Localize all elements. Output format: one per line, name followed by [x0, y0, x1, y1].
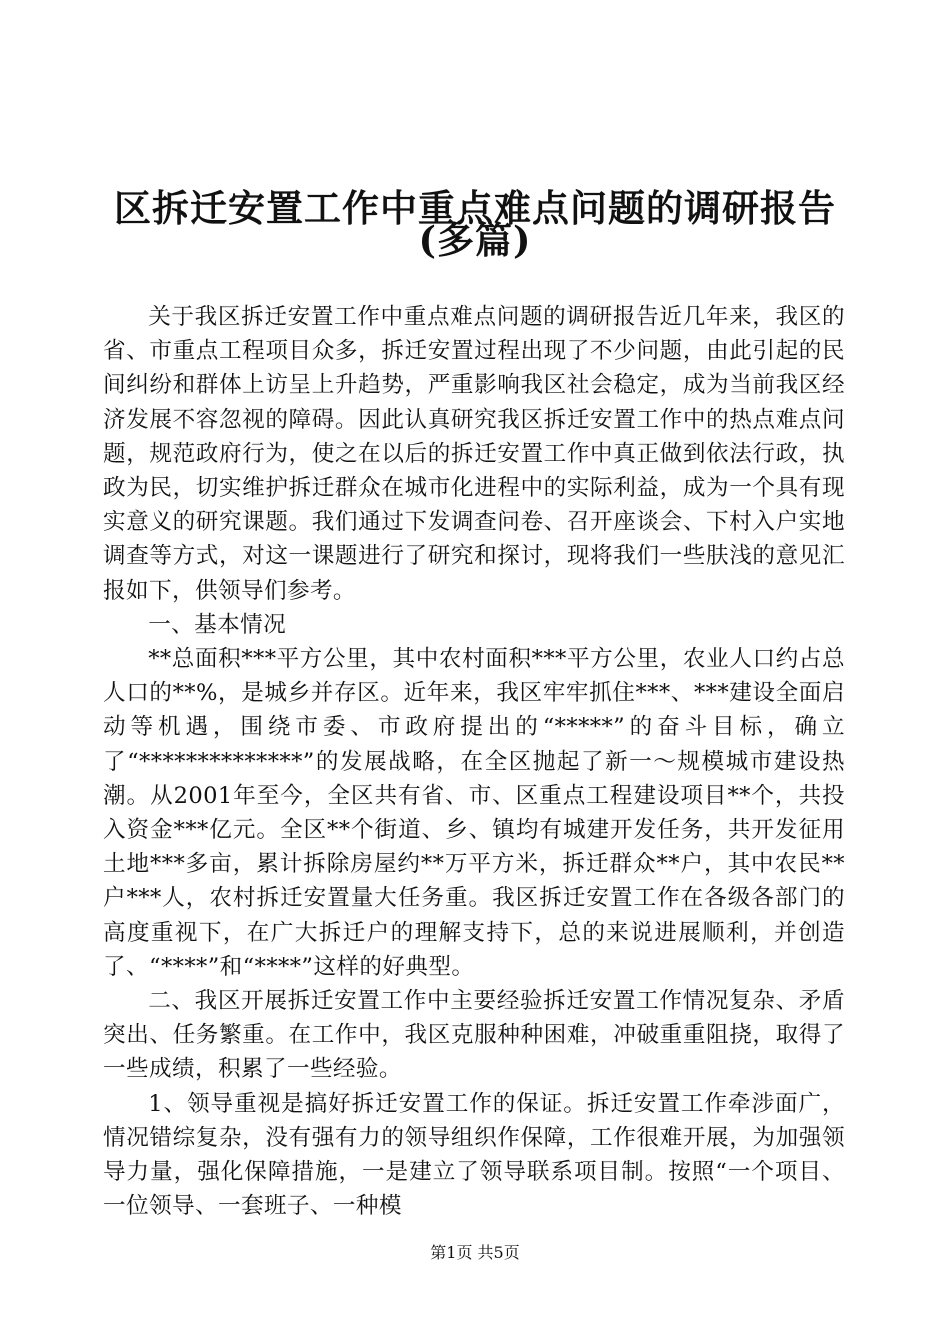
- document-title-line2: (多篇): [418, 218, 532, 262]
- section-heading-basic-situation: 一、基本情况: [148, 611, 287, 638]
- paragraph-main-experience: 二、我区开展拆迁安置工作中主要经验拆迁安置工作情况复杂、矛盾突出、任务繁重。在工作中，我区克服种种困难，冲破重重阻挠，取得了一些成绩，积累了一些经验。: [103, 988, 845, 1083]
- document-body: [103, 300, 845, 1223]
- page-footer: 第1页 共5页: [430, 1243, 520, 1262]
- document-title-line1: 区拆迁安置工作中重点难点问题的调研报告: [114, 186, 836, 230]
- paragraph-basic-situation: **总面积***平方公里，其中农村面积***平方公里，农业人口约占总人口的**%，是城乡并存区。近年来，我区牢牢抓住***、***建设全面启动等机遇，围绕市委、市政府提出的“*****”的奋斗目标，确立了“**************”的发展战略，在全区抛起了新一～规模城市建设热潮。从2001年至今，全区共有省、市、区重点工程建设项目**个，共投入资金***亿元。全区**个街道、乡、镇均有城建开发任务，共开发征用土地***多亩，累计拆除房屋约**万平方米，拆迁群众**户，其中农民**户***人，农村拆迁安置量大任务重。我区拆迁安置工作在各级各部门的高度重视下，在广大拆迁户的理解支持下，总的来说进展顺利，并创造了、“****”和“****”这样的好典型。: [103, 646, 845, 980]
- paragraph-intro: 关于我区拆迁安置工作中重点难点问题的调研报告近几年来，我区的省、市重点工程项目众多，拆迁安置过程出现了不少问题，由此引起的民间纠纷和群体上访呈上升趋势，严重影响我区社会稳定，成为当前我区经济发展不容忽视的障碍。因此认真研究我区拆迁安置工作中的热点难点问题，规范政府行为，使之在以后的拆迁安置工作中真正做到依法行政，执政为民，切实维护拆迁群众在城市化进程中的实际利益，成为一个具有现实意义的研究课题。我们通过下发调查问卷、召开座谈会、下村入户实地调查等方式，对这一课题进行了研究和探讨，现将我们一些肤浅的意见汇报如下，供领导们参考。: [103, 304, 845, 604]
- paragraph-leadership: 1、领导重视是搞好拆迁安置工作的保证。拆迁安置工作牵涉面广，情况错综复杂，没有强有力的领导组织作保障，工作很难开展，为加强领导力量，强化保障措施，一是建立了领导联系项目制。按照“一个项目、一位领导、一套班子、一种模: [103, 1090, 845, 1220]
